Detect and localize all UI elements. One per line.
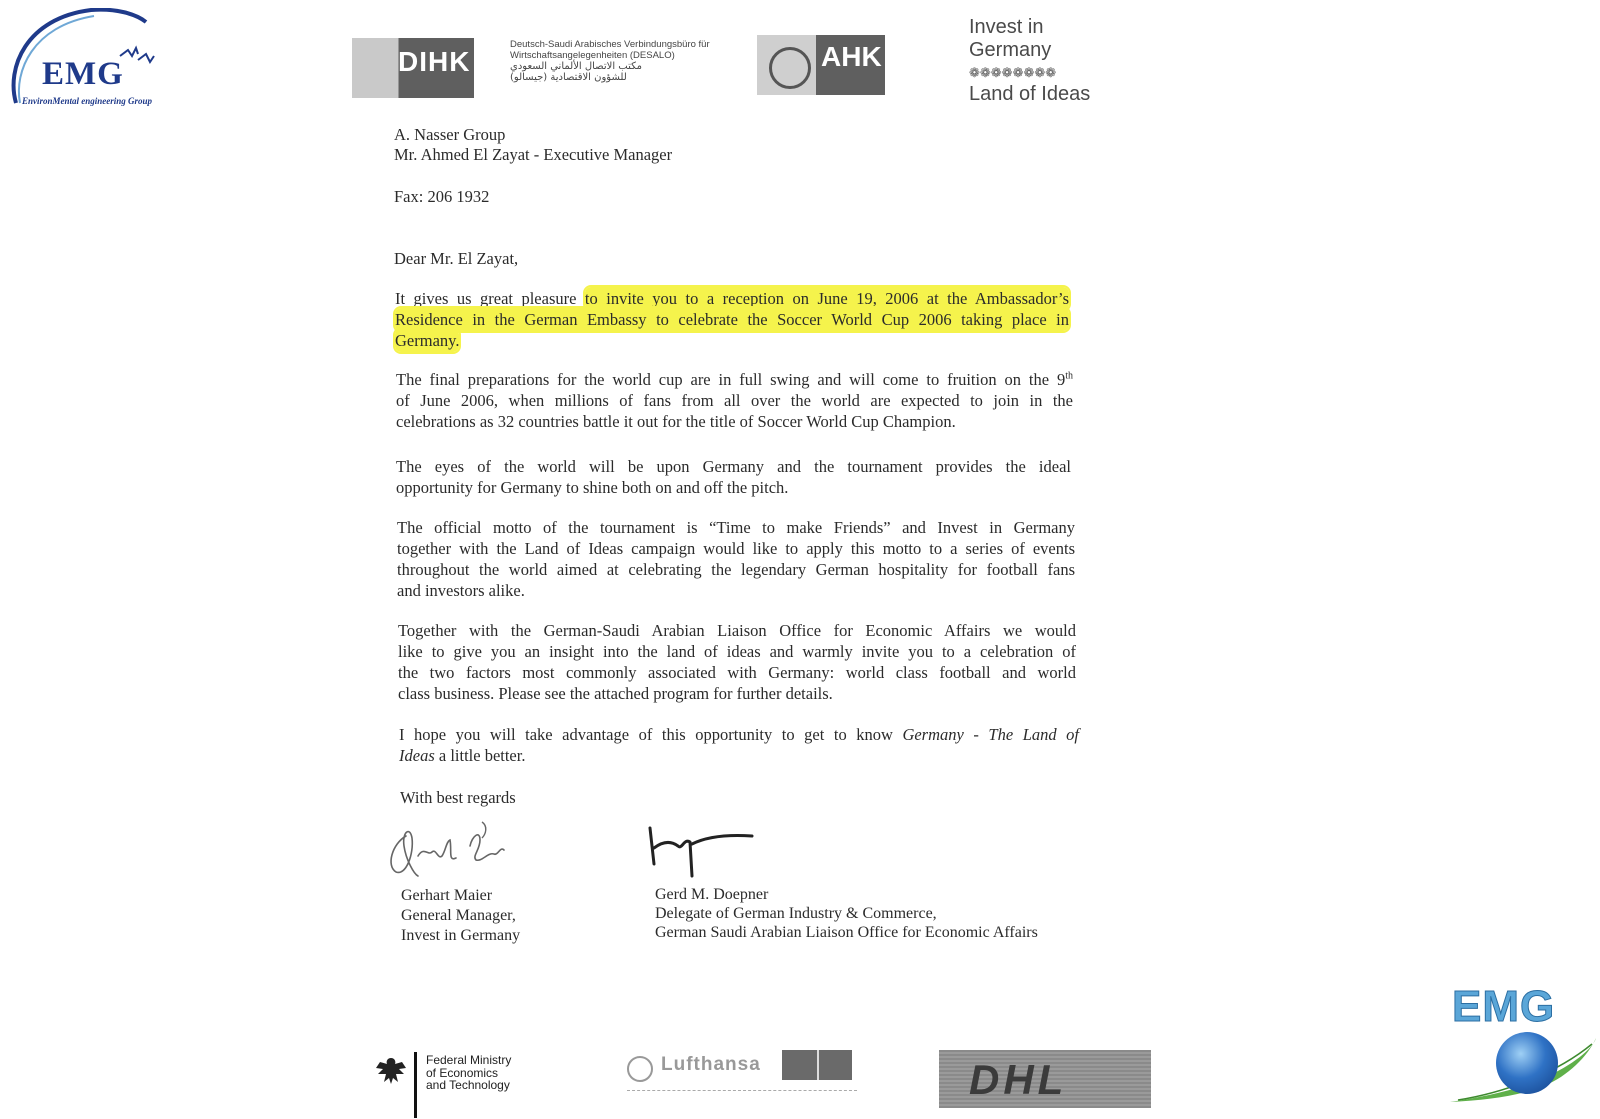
paragraph-line: like to give you an insight into the land of ideas and warmly invite you to a celebration of (398, 642, 1076, 661)
paragraph-line: The eyes of the world will be upon Germany and the tournament provides the ideal (396, 457, 1071, 476)
highlighted-text: to invite you to a reception on June 19, 2006 at the Ambassador’s (584, 289, 1069, 308)
emg-logo-subtitle: EnvironMental engineering Group (22, 96, 153, 106)
swiss-logo (782, 1050, 852, 1080)
ahk-logo-text: AHK (821, 41, 882, 72)
recipient-name: Mr. Ahmed El Zayat - Executive Manager (394, 145, 673, 164)
invest-in-germany-logo (969, 16, 1090, 106)
recipient-organization: A. Nasser Group (394, 125, 506, 144)
paragraph-line: of June 2006, when millions of fans from all over the world are expected to join in the (396, 391, 1073, 410)
paragraph-line: The official motto of the tournament is “Time to make Friends” and Invest in Germany (397, 518, 1075, 537)
desalo-line-2: Wirtschaftsangelegenheiten (DESALO) (510, 50, 675, 61)
text-run: It gives us great pleasure (395, 289, 585, 308)
emg-logo-word: EMG (42, 56, 124, 92)
invest-logo-line-2: Germany (969, 39, 1052, 61)
paragraph-line (399, 724, 1079, 745)
birds-icon (118, 44, 158, 70)
paragraph-invitation (395, 288, 1069, 351)
ministry-divider (414, 1052, 417, 1118)
paragraph-liaison-office (398, 620, 1076, 704)
dhl-logo-text: DHL (969, 1056, 1068, 1103)
paragraph-line (395, 309, 1069, 330)
paragraph-line (399, 745, 1079, 766)
dhl-logo (939, 1050, 1151, 1108)
desalo-line-1: Deutsch-Saudi Arabisches Verbindungsbüro für (510, 39, 710, 50)
lufthansa-crane-icon (627, 1056, 653, 1082)
emg-logo-word-bottom: EMG (1452, 982, 1556, 1031)
signer-maier-title: General Manager, (401, 907, 516, 924)
signature-doepner (648, 824, 758, 884)
signer-doepner-name: Gerd M. Doepner (655, 886, 769, 903)
paragraph-closing (399, 724, 1079, 766)
paragraph-line: class business. Please see the attached program for further details. (398, 684, 833, 703)
paragraph-eyes-of-world (396, 456, 1071, 498)
desalo-arabic-line-2: للشؤون الاقتصادية (جيسالو) (510, 72, 627, 83)
italic-text: Ideas (399, 746, 435, 765)
dihk-logo-text: DIHK (398, 46, 471, 77)
italic-text: Germany - The Land of (902, 725, 1080, 744)
highlighted-text: Germany. (395, 331, 460, 350)
text-run: I hope you will take advantage of this opportunity to get to know (399, 725, 903, 744)
ahk-emblem-icon (769, 47, 811, 89)
paragraph-line: throughout the world aimed at celebrating the legendary German hospitality for football fans (397, 560, 1075, 579)
paragraph-line (396, 369, 1073, 390)
paragraph-line: the two factors most commonly associated with Germany: world class football and world (398, 663, 1076, 682)
ministry-line-2: of Economics (426, 1065, 499, 1080)
paragraph-line: and investors alike. (397, 581, 525, 600)
ministry-text (426, 1054, 511, 1092)
paragraph-line: celebrations as 32 countries battle it out for the title of Soccer World Cup Champion. (396, 412, 956, 431)
signature-maier (384, 816, 524, 888)
emg-logo-bottom-right (1448, 980, 1600, 1110)
globe-icon (1496, 1032, 1558, 1094)
federal-eagle-icon (374, 1056, 408, 1086)
paragraph-preparations (396, 369, 1073, 432)
federal-ministry-logo (372, 1052, 542, 1104)
lufthansa-swiss-logo (627, 1048, 867, 1108)
paragraph-line (395, 330, 1069, 351)
paragraph-motto (397, 517, 1075, 601)
highlighted-text: Residence in the German Embassy to celebrate the Soccer World Cup 2006 taking place in (395, 310, 1069, 329)
desalo-arabic-line-1: مكتب الاتصال الألماني السعودي (510, 61, 642, 72)
signer-maier-name: Gerhart Maier (401, 887, 493, 904)
invest-logo-ornament: ❁❁❁❁❁❁❁❁ (969, 65, 1057, 80)
signer-doepner-title: Delegate of German Industry & Commerce, (655, 905, 937, 922)
signer-maier-organization: Invest in Germany (401, 927, 521, 944)
desalo-logo (510, 39, 720, 83)
fax-number: Fax: 206 1932 (394, 187, 490, 206)
text-run: The final preparations for the world cup are in full swing and will come to fruition on the 9 (396, 370, 1066, 389)
ministry-line-3: and Technology (426, 1078, 510, 1092)
paragraph-line: opportunity for Germany to shine both on and off the pitch. (396, 478, 789, 497)
emg-logo-top-left (6, 8, 206, 108)
closing-phrase: With best regards (400, 788, 516, 807)
superscript: th (1065, 370, 1073, 382)
paragraph-line (395, 288, 1069, 309)
ahk-logo (757, 35, 885, 95)
dihk-logo (352, 38, 474, 98)
signer-doepner-organization: German Saudi Arabian Liaison Office for Economic Affairs (655, 924, 1038, 941)
invest-logo-line-3: Land of Ideas (969, 83, 1091, 105)
paragraph-line: together with the Land of Ideas campaign would like to apply this motto to a series of events (397, 539, 1075, 558)
ministry-line-1: Federal Ministry (426, 1053, 512, 1067)
lufthansa-word: Lufthansa (661, 1054, 761, 1075)
paragraph-line: Together with the German-Saudi Arabian Liaison Office for Economic Affairs we would (398, 621, 1076, 640)
text-run: a little better. (434, 746, 526, 765)
salutation: Dear Mr. El Zayat, (394, 249, 519, 268)
divider (627, 1090, 857, 1092)
invest-logo-line-1: Invest in (969, 16, 1044, 38)
